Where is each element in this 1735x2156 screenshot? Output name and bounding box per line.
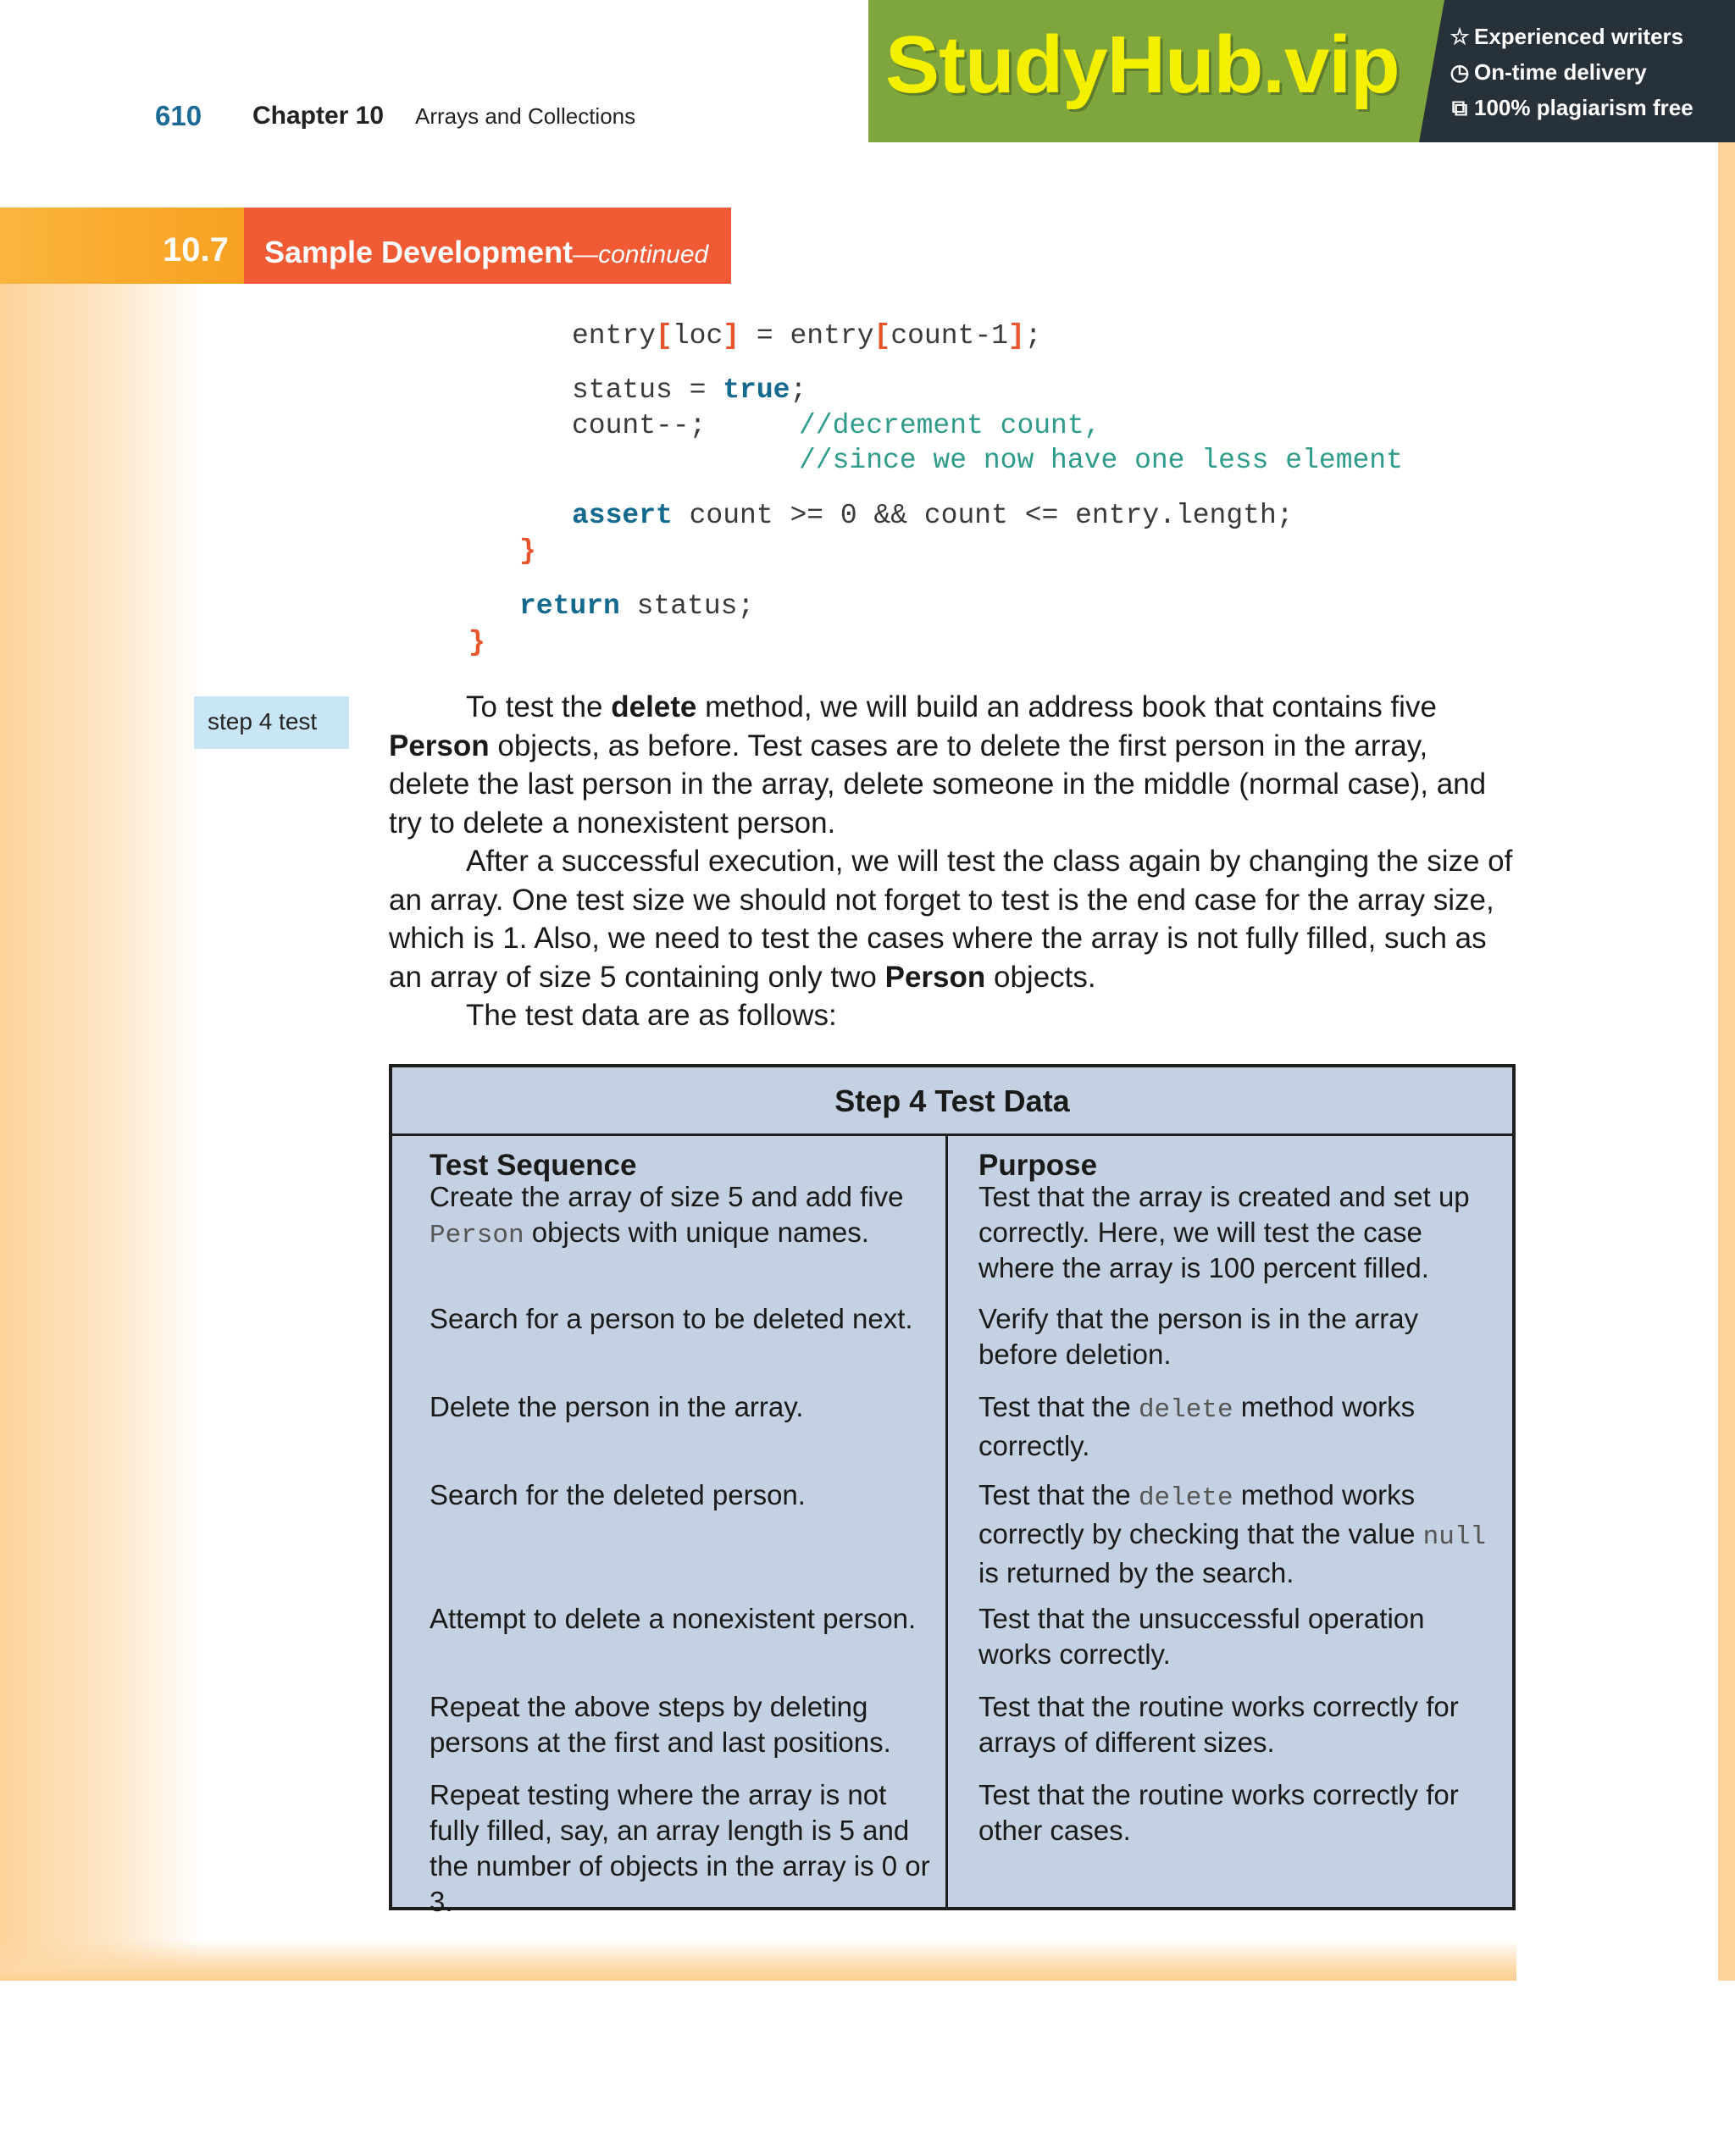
ad-feature — [1449, 90, 1693, 125]
table-title: Step 4 Test Data — [392, 1067, 1512, 1136]
code-line: } — [468, 627, 485, 658]
table-cell-purpose: Verify that the person is in the array before deletion. — [978, 1303, 1419, 1370]
test-data-table — [389, 1064, 1516, 1917]
star-icon: ☆ — [1450, 24, 1470, 49]
code-line: } — [519, 535, 536, 567]
code-line: status = true; — [572, 374, 807, 406]
margin-note: step 4 test — [194, 696, 349, 749]
chapter-title: Arrays and Collections — [415, 103, 636, 129]
decorative-left-gradient — [0, 284, 203, 1978]
ad-feature-text: Experienced writers — [1474, 24, 1684, 49]
ad-feature-text: On-time delivery — [1474, 59, 1647, 85]
table-cell-sequence: Delete the person in the array. — [430, 1391, 804, 1422]
code-line: entry[loc] = entry[count-1]; — [572, 320, 1042, 352]
table-cell-purpose: Test that the array is created and set up correctly. Here, we will test the case where the array is 100 percent filled. — [978, 1181, 1470, 1283]
decorative-right-strip — [1718, 142, 1735, 1981]
table-cell-purpose: Test that the delete method works correctly. — [978, 1391, 1416, 1461]
code-line: return status; — [519, 590, 755, 622]
page-number: 610 — [155, 100, 202, 131]
ad-banner[interactable] — [868, 0, 1735, 142]
paragraph: The test data are as follows: — [466, 999, 837, 1032]
section-number: 10.7 — [163, 231, 229, 269]
paragraph: To test the delete method, we will build an address book that contains five Person objects, as before. Test cases are to delete the first person in the array, delete the last person in the array, delete someone in the middle (normal case), and try to delete a nonexistent person. — [389, 690, 1487, 840]
table-cell-sequence: Repeat testing where the array is not fully filled, say, an array length is 5 and the number of objects in the array is 0 or 3. — [430, 1779, 930, 1917]
table-cell-sequence: Repeat the above steps by deleting persons at the first and last positions. — [430, 1691, 891, 1758]
clock-icon: ◷ — [1450, 59, 1470, 85]
code-line: assert count >= 0 && count <= entry.length; — [572, 500, 1294, 531]
section-banner — [0, 208, 731, 284]
table-cell-sequence: Search for a person to be deleted next. — [430, 1303, 913, 1334]
code-comment: //since we now have one less element — [799, 445, 1403, 476]
table-cell-sequence: Attempt to delete a nonexistent person. — [430, 1603, 917, 1634]
table-cell-sequence: Create the array of size 5 and add five Person objects with unique names. — [430, 1181, 904, 1250]
decorative-bottom-gradient — [0, 1940, 1516, 1981]
ad-feature — [1449, 19, 1693, 54]
ad-feature — [1449, 54, 1693, 90]
ad-green-panel — [868, 0, 1444, 142]
section-title-text: Sample Development — [264, 235, 574, 269]
column-divider — [945, 1133, 948, 1910]
paragraph: After a successful execution, we will test the class again by changing the size of an array. One test size we should not forget to test is the end case for the array size, which is 1. Also, we need to test the cases where the array is not fully filled, such as an array of size 5 containing only two Person objects. — [389, 845, 1513, 994]
column-header-purpose: Purpose — [978, 1149, 1098, 1182]
column-header-sequence: Test Sequence — [430, 1149, 637, 1182]
chapter-label: Chapter 10 — [252, 102, 385, 130]
section-title — [264, 235, 708, 270]
ad-feature-text: 100% plagiarism free — [1474, 95, 1693, 120]
code-comment: //decrement count, — [799, 410, 1101, 441]
table-cell-purpose: Test that the unsuccessful operation works correctly. — [978, 1603, 1425, 1670]
table-cell-purpose: Test that the delete method works correctly by checking that the value null is returned by the search. — [978, 1479, 1487, 1588]
section-continued: —continued — [573, 241, 709, 269]
copy-icon: ⧉ — [1451, 95, 1468, 120]
ad-logo: StudyHub.vip — [885, 19, 1400, 110]
code-line: count--; — [572, 410, 707, 441]
ad-feature-list — [1449, 19, 1693, 125]
table-cell-sequence: Search for the deleted person. — [430, 1479, 806, 1510]
table-cell-purpose: Test that the routine works correctly for arrays of different sizes. — [978, 1691, 1459, 1758]
table-cell-purpose: Test that the routine works correctly for other cases. — [978, 1779, 1459, 1846]
